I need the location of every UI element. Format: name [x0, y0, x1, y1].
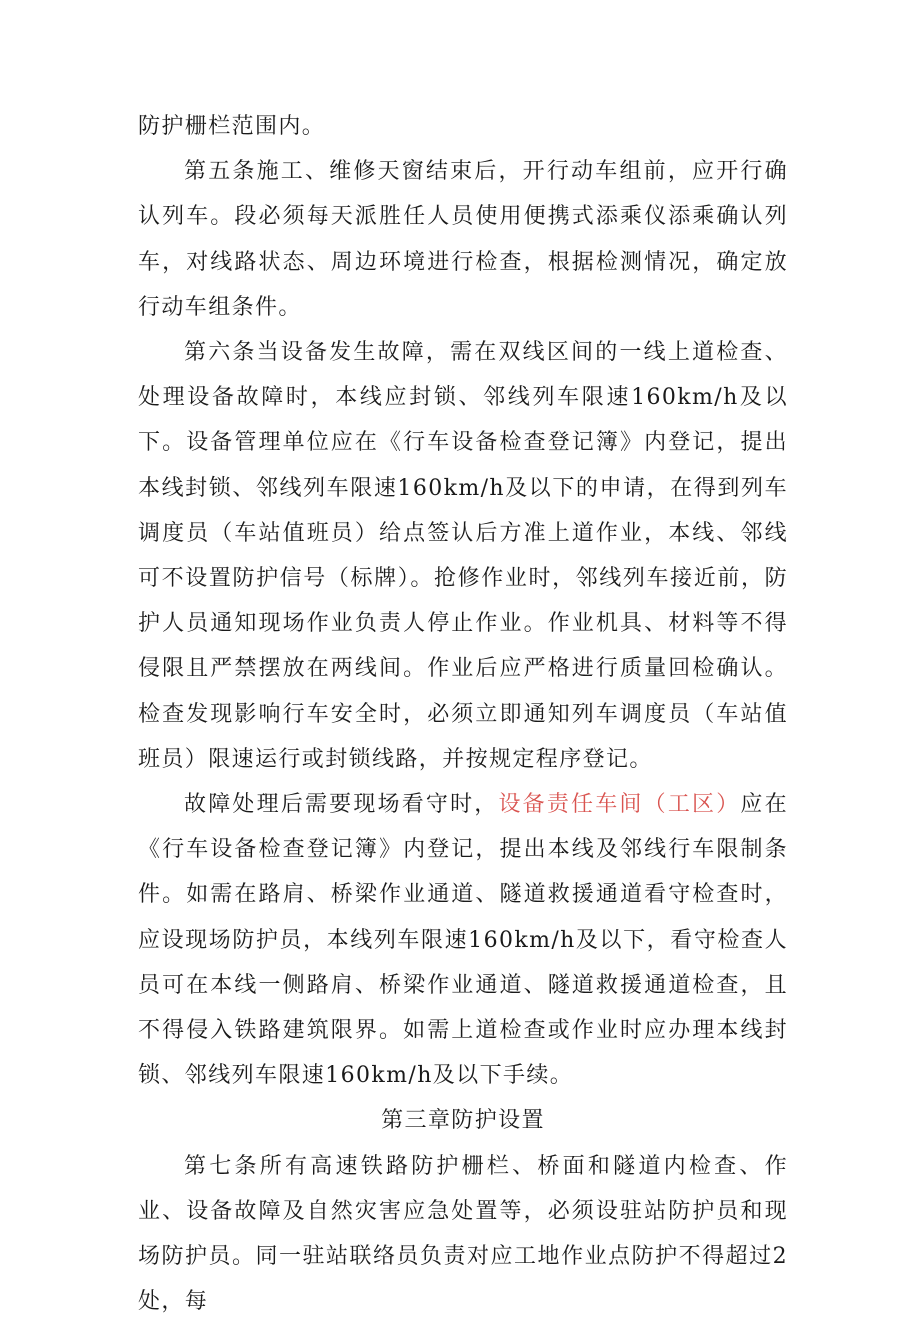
paragraph-text: 第六条当设备发生故障，需在双线区间的一线上道检查、处理设备故障时，本线应封锁、邻线列车限速160km/h及以下。设备管理单位应在《行车设备检查登记簿》内登记，提出本线封锁、邻线列车限速160km/h及以下的申请，在得到列车调度员（车站值班员）给点签认后方准上道作业，本线、邻线可不设置防护信号（标牌）。抢修作业时，邻线列车接近前，防护人员通知现场作业负责人停止作业。作业机具、材料等不得侵限且严禁摆放在两线间。作业后应严格进行质量回检确认。检查发现影响行车安全时，必须立即通知列车调度员（车站值班员）限速运行或封锁线路，并按规定程序登记。 [138, 340, 788, 772]
paragraph-text: 第五条施工、维修天窗结束后，开行动车组前，应开行确认列车。段必须每天派胜任人员使用便携式添乘仪添乘确认列车，对线路状态、周边环境进行检查，根据检测情况，确定放行动车组条件。 [138, 159, 788, 320]
paragraph-article-5 [138, 149, 788, 330]
paragraph-fault-guard [138, 782, 788, 1098]
paragraph-text-start: 故障处理后需要现场看守时， [184, 792, 499, 818]
paragraph-continuation [138, 104, 788, 149]
paragraph-article-7 [138, 1144, 788, 1324]
paragraph-text-end: 应在《行车设备检查登记簿》内登记，提出本线及邻线行车限制条件。如需在路肩、桥梁作业通道、隧道救援通道看守检查时，应设现场防护员，本线列车限速160km/h及以下，看守检查人员可在本线一侧路肩、桥梁作业通道、隧道救援通道检查，且不得侵入铁路建筑限界。如需上道检查或作业时应办理本线封锁、邻线列车限速160km/h及以下手续。 [138, 792, 788, 1089]
chapter-title: 第三章防护设置 [381, 1108, 545, 1134]
chapter-heading [138, 1098, 788, 1143]
highlighted-text: 设备责任车间（工区） [498, 792, 741, 818]
paragraph-text: 第七条所有高速铁路防护栅栏、桥面和隧道内检查、作业、设备故障及自然灾害应急处置等，必须设驻站防护员和现场防护员。同一驻站联络员负责对应工地作业点防护不得超过2处，每 [138, 1153, 788, 1315]
document-body [138, 104, 788, 1324]
paragraph-article-6 [138, 330, 788, 782]
paragraph-text: 防护栅栏范围内。 [138, 114, 326, 139]
